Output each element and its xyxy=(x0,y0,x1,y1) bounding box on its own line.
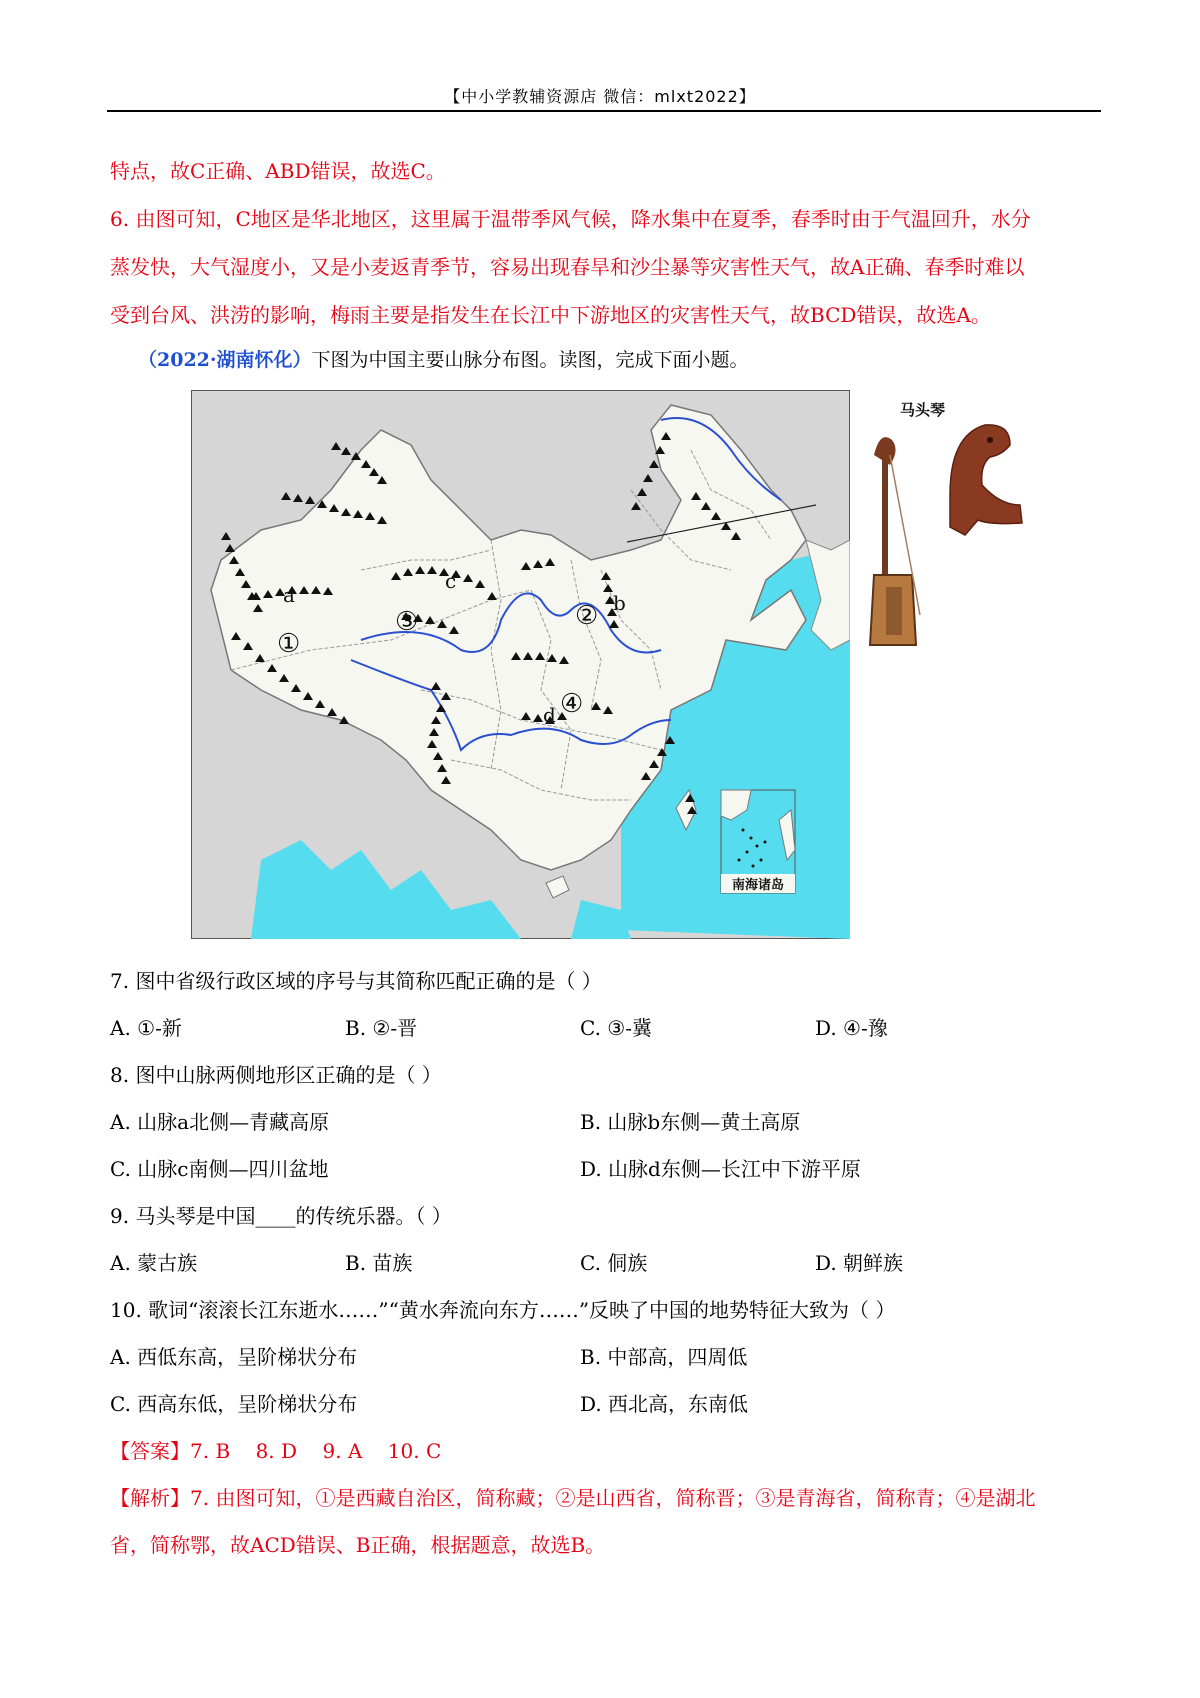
q6-explanation-line-1: 6. 由图可知，C地区是华北地区，这里属于温带季风气候，降水集中在夏季，春季时由于气温回升，水分 xyxy=(110,207,1031,231)
instrument-soundhole xyxy=(886,587,902,635)
morin-khuur-figure xyxy=(860,395,1040,675)
q7-option-c[interactable]: C. ③-冀 xyxy=(580,1016,652,1040)
q10-option-c[interactable]: C. 西高东低，呈阶梯状分布 xyxy=(110,1392,358,1416)
label-region-2: ② xyxy=(575,601,599,631)
q8-option-c[interactable]: C. 山脉c南侧—四川盆地 xyxy=(110,1157,329,1181)
q8-option-b[interactable]: B. 山脉b东侧—黄土高原 xyxy=(580,1110,801,1134)
answer-text: 7. B 8. D 9. A 10. C xyxy=(190,1439,442,1463)
q10-option-d[interactable]: D. 西北高，东南低 xyxy=(580,1392,749,1416)
horse-head-closeup xyxy=(950,425,1022,535)
q8-option-d[interactable]: D. 山脉d东侧—长江中下游平原 xyxy=(580,1157,861,1181)
previous-answer-tail: 特点，故C正确、ABD错误，故选C。 xyxy=(110,159,446,183)
page-header: 【中小学教辅资源店 微信：mlxt2022】 xyxy=(444,87,756,106)
q9-option-c[interactable]: C. 侗族 xyxy=(580,1251,648,1275)
header-rule xyxy=(107,110,1101,112)
map-svg xyxy=(191,390,850,939)
label-d: d xyxy=(543,703,556,727)
analysis-label: 【解析】 xyxy=(110,1486,190,1510)
q9-option-d[interactable]: D. 朝鲜族 xyxy=(815,1251,904,1275)
q6-explanation-line-3: 受到台风、洪涝的影响，梅雨主要是指发生在长江中下游地区的灾害性天气，故BCD错误，故选A。 xyxy=(110,303,991,327)
inset-label: 南海诸岛 xyxy=(731,878,785,893)
analysis-line-1 xyxy=(110,1482,1035,1511)
q6-explanation-line-2: 蒸发快，大气湿度小，又是小麦返青季节，容易出现春旱和沙尘暴等灾害性天气，故A正确、春季时难以 xyxy=(110,255,1025,279)
q7-option-d[interactable]: D. ④-豫 xyxy=(815,1016,888,1040)
china-mountain-map xyxy=(191,390,850,939)
q7-option-b[interactable]: B. ②-晋 xyxy=(345,1016,418,1040)
question-8-stem: 8. 图中山脉两侧地形区正确的是（ ） xyxy=(110,1063,442,1087)
label-region-1: ① xyxy=(277,629,301,659)
morin-khuur-svg xyxy=(860,395,1040,675)
q9-option-b[interactable]: B. 苗族 xyxy=(345,1251,413,1275)
q8-option-a[interactable]: A. 山脉a北侧—青藏高原 xyxy=(110,1110,330,1134)
question-source: （2022·湖南怀化） xyxy=(138,349,312,371)
q7-option-a[interactable]: A. ①-新 xyxy=(110,1016,182,1040)
question-intro xyxy=(138,345,749,372)
instrument-title: 马头琴 xyxy=(900,401,946,419)
label-region-4: ④ xyxy=(560,689,584,719)
question-9-stem: 9. 马头琴是中国____的传统乐器。（ ） xyxy=(110,1204,452,1228)
label-region-3: ③ xyxy=(395,607,419,637)
q10-option-b[interactable]: B. 中部高，四周低 xyxy=(580,1345,748,1369)
q9-option-a[interactable]: A. 蒙古族 xyxy=(110,1251,198,1275)
label-a: a xyxy=(283,583,295,607)
analysis-line-2: 省，简称鄂，故ACD错误、B正确，根据题意，故选B。 xyxy=(110,1533,606,1557)
q10-option-a[interactable]: A. 西低东高，呈阶梯状分布 xyxy=(110,1345,358,1369)
analysis-text-1: 7. 由图可知，①是西藏自治区，简称藏；②是山西省，简称晋；③是青海省，简称青；④是湖北 xyxy=(190,1486,1036,1510)
answer-label: 【答案】 xyxy=(110,1439,190,1463)
answer-line xyxy=(110,1435,441,1464)
south-china-sea-inset xyxy=(721,790,795,893)
label-c: c xyxy=(445,569,457,593)
instrument-head xyxy=(874,437,896,465)
label-b: b xyxy=(613,591,626,615)
question-10-stem: 10. 歌词“滚滚长江东逝水……”“黄水奔流向东方……”反映了中国的地势特征大致为（ ） xyxy=(110,1298,896,1322)
question-7-stem: 7. 图中省级行政区域的序号与其简称匹配正确的是（ ） xyxy=(110,969,602,993)
question-intro-text: 下图为中国主要山脉分布图。读图，完成下面小题。 xyxy=(311,349,749,371)
